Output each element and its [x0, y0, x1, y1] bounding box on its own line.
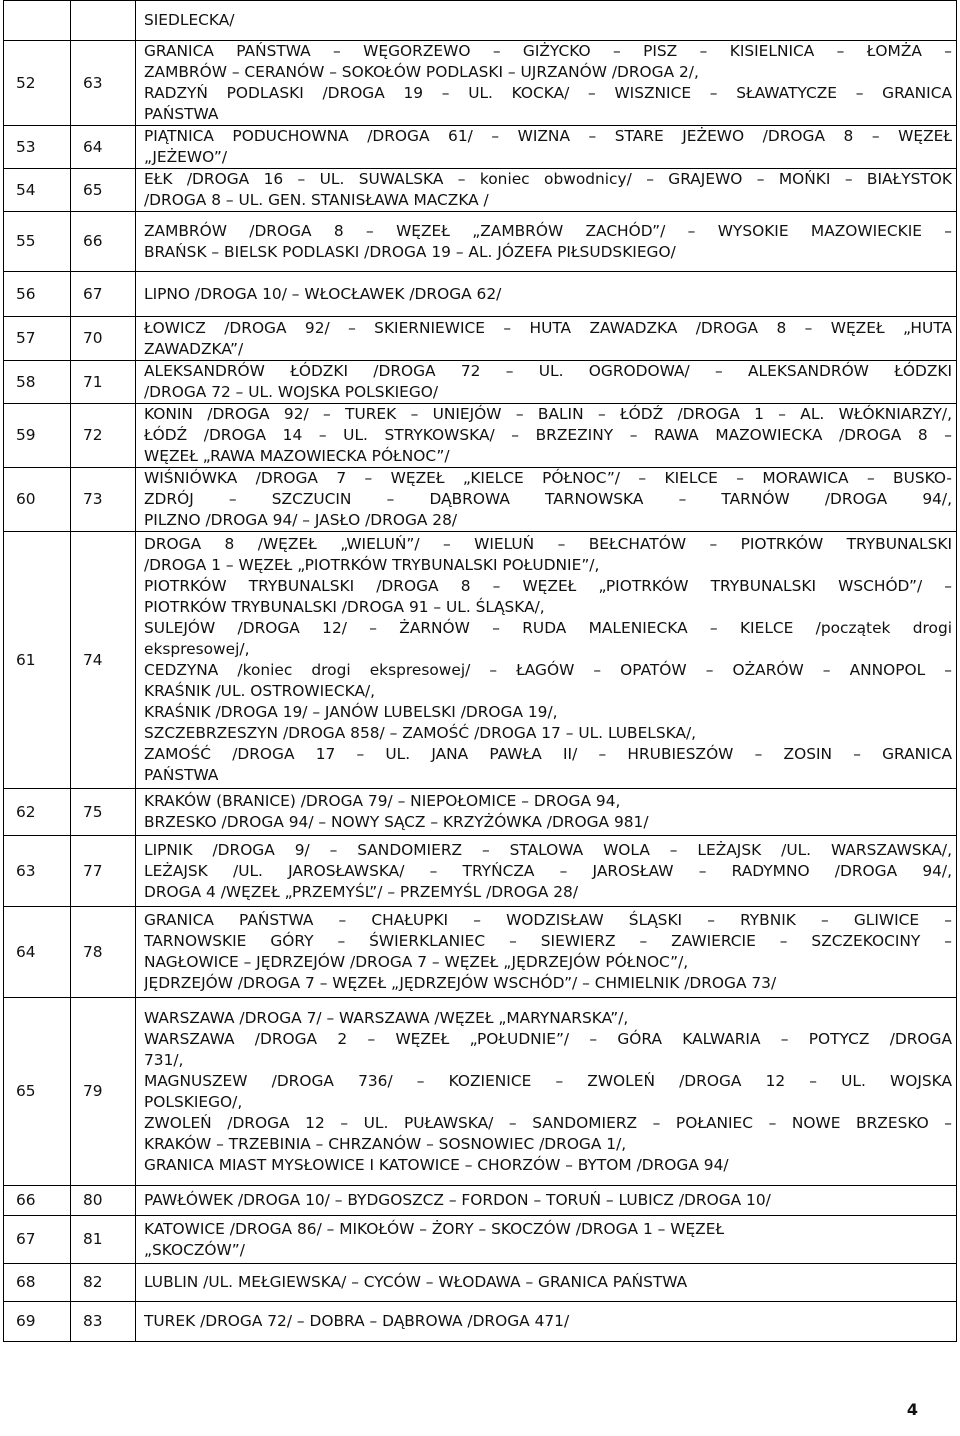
route-number-b	[71, 468, 136, 532]
route-description-line: WĘZEŁ „RAWA MAZOWIECKA PÓŁNOC”/	[144, 447, 450, 465]
route-number-b-text: 73	[83, 490, 103, 508]
route-number-a	[4, 126, 71, 169]
route-number-a	[4, 998, 71, 1186]
route-description	[136, 404, 957, 468]
route-description	[136, 789, 957, 836]
route-description-line: ZDRÓJ – SZCZUCIN – DĄBROWA TARNOWSKA – TARNÓW /DROGA 94/,	[144, 490, 952, 508]
route-description-line: PIĄTNICA PODUCHOWNA /DROGA 61/ – WIZNA – STARE JEŻEWO /DROGA 8 – WĘZEŁ	[144, 127, 952, 145]
table-row	[4, 404, 957, 468]
route-description-line: KRAKÓW (BRANICE) /DROGA 79/ – NIEPOŁOMICE – DROGA 94,	[144, 792, 621, 810]
route-description	[136, 212, 957, 272]
route-number-a	[4, 317, 71, 361]
route-description	[136, 1186, 957, 1216]
route-description-line: POLSKIEGO/,	[144, 1092, 243, 1111]
route-description-line: GRANICA PAŃSTWA – WĘGORZEWO – GIŻYCKO – PISZ – KISIELNICA – ŁOMŻA –	[144, 42, 952, 60]
table-row	[4, 41, 957, 126]
route-number-b	[71, 1186, 136, 1216]
route-description	[136, 1264, 957, 1302]
route-description-line: BRZESKO /DROGA 94/ – NOWY SĄCZ – KRZYŻÓWKA /DROGA 981/	[144, 813, 649, 831]
route-number-a	[4, 41, 71, 126]
route-number-a	[4, 836, 71, 907]
route-description	[136, 998, 957, 1186]
route-number-b	[71, 998, 136, 1186]
route-description-line: RADZYŃ PODLASKI /DROGA 19 – UL. KOCKA/ – WISZNICE – SŁAWATYCZE – GRANICA	[144, 84, 952, 102]
route-description-line: ZAMBRÓW – CERANÓW – SOKOŁÓW PODLASKI – UJRZANÓW /DROGA 2/,	[144, 63, 699, 81]
route-description-line: ŁÓDŹ /DROGA 14 – UL. STRYKOWSKA/ – BRZEZINY – RAWA MAZOWIECKA /DROGA 8 –	[144, 426, 952, 444]
route-description-line: SIEDLECKA/	[144, 11, 235, 29]
route-number-b-text: 70	[83, 329, 103, 347]
route-number-a-text: 62	[16, 802, 36, 821]
route-number-b	[71, 789, 136, 836]
routes-table	[3, 0, 957, 1342]
route-number-a-text: 64	[16, 942, 36, 961]
route-description	[136, 361, 957, 404]
route-description-line: SULEJÓW /DROGA 12/ – ŻARNÓW – RUDA MALENIECKA – KIELCE /początek drogi	[144, 619, 952, 637]
table-row	[4, 169, 957, 212]
route-description-line: KONIN /DROGA 92/ – TUREK – UNIEJÓW – BALIN – ŁÓDŹ /DROGA 1 – AL. WŁÓKNIARZY/,	[144, 405, 952, 423]
route-description-line: „SKOCZÓW”/	[144, 1240, 245, 1259]
route-number-b-text: 83	[83, 1312, 103, 1330]
route-description	[136, 532, 957, 789]
table-row	[4, 1, 957, 41]
table-row	[4, 126, 957, 169]
route-description-line: /DROGA 8 – UL. GEN. STANISŁAWA MACZKA /	[144, 191, 489, 209]
route-number-a-text: 52	[16, 73, 36, 92]
route-description-line: /DROGA 1 – WĘZEŁ „PIOTRKÓW TRYBUNALSKI POŁUDNIE”/,	[144, 556, 600, 574]
route-number-b-text: 67	[83, 284, 103, 303]
route-number-a	[4, 169, 71, 212]
route-number-b-text: 74	[83, 650, 103, 669]
route-description	[136, 317, 957, 361]
route-description	[136, 836, 957, 907]
route-description-line: ALEKSANDRÓW ŁÓDZKI /DROGA 72 – UL. OGRODOWA/ – ALEKSANDRÓW ŁÓDZKI	[144, 362, 952, 380]
route-number-a-text: 55	[16, 232, 36, 250]
route-description-line: ZWOLEŃ /DROGA 12 – UL. PUŁAWSKA/ – SANDOMIERZ – POŁANIEC – NOWE BRZESKO –	[144, 1113, 952, 1132]
route-number-b	[71, 169, 136, 212]
route-description	[136, 1302, 957, 1342]
route-description-line: PAŃSTWA	[144, 766, 219, 784]
page-number: 4	[906, 1400, 918, 1419]
route-description	[136, 1216, 957, 1264]
route-description-line: PIOTRKÓW TRYBUNALSKI /DROGA 8 – WĘZEŁ „PIOTRKÓW TRYBUNALSKI WSCHÓD”/ –	[144, 577, 952, 595]
route-description-line: NAGŁOWICE – JĘDRZEJÓW /DROGA 7 – WĘZEŁ „JĘDRZEJÓW PÓŁNOC”/,	[144, 953, 689, 971]
route-number-a-text: 66	[16, 1191, 36, 1209]
route-description-line: WARSZAWA /DROGA 2 – WĘZEŁ „POŁUDNIE”/ – GÓRA KALWARIA – POTYCZ /DROGA	[144, 1029, 952, 1048]
route-description-line: WIŚNIÓWKA /DROGA 7 – WĘZEŁ „KIELCE PÓŁNOC”/ – KIELCE – MORAWICA – BUSKO-	[144, 469, 952, 487]
route-number-b-text: 65	[83, 180, 103, 199]
route-number-b-text: 82	[83, 1273, 103, 1291]
route-description-line: GRANICA PAŃSTWA – CHAŁUPKI – WODZISŁAW ŚLĄSKI – RYBNIK – GLIWICE –	[144, 911, 952, 929]
route-description-line: KATOWICE /DROGA 86/ – MIKOŁÓW – ŻORY – SKOCZÓW /DROGA 1 – WĘZEŁ	[144, 1219, 725, 1238]
route-number-b-text: 81	[83, 1230, 103, 1248]
table-row	[4, 998, 957, 1186]
route-number-a-text: 59	[16, 426, 36, 444]
route-number-b-text: 72	[83, 426, 103, 444]
route-description-line: 731/,	[144, 1050, 184, 1069]
route-number-b	[71, 317, 136, 361]
route-number-b	[71, 907, 136, 998]
route-number-a	[4, 1216, 71, 1264]
table-row	[4, 361, 957, 404]
route-description-line: SZCZEBRZESZYN /DROGA 858/ – ZAMOŚĆ /DROGA 17 – UL. LUBELSKA/,	[144, 724, 697, 742]
route-description-line: KRAKÓW – TRZEBINIA – CHRZANÓW – SOSNOWIEC /DROGA 1/,	[144, 1134, 627, 1153]
route-number-a-text: 61	[16, 650, 36, 669]
route-number-a	[4, 361, 71, 404]
route-number-b	[71, 1302, 136, 1342]
table-row	[4, 272, 957, 317]
route-description-line: EŁK /DROGA 16 – UL. SUWALSKA – koniec obwodnicy/ – GRAJEWO – MOŃKI – BIAŁYSTOK	[144, 170, 952, 188]
route-number-b-text: 77	[83, 861, 103, 880]
route-number-b-text: 66	[83, 232, 103, 250]
route-description-line: JĘDRZEJÓW /DROGA 7 – WĘZEŁ „JĘDRZEJÓW WSCHÓD”/ – CHMIELNIK /DROGA 73/	[144, 974, 777, 992]
route-description-line: LIPNO /DROGA 10/ – WŁOCŁAWEK /DROGA 62/	[144, 284, 502, 303]
route-description-line: KRAŚNIK /DROGA 19/ – JANÓW LUBELSKI /DROGA 19/,	[144, 703, 558, 721]
table-row	[4, 468, 957, 532]
route-description	[136, 272, 957, 317]
route-description-line: LUBLIN /UL. MEŁGIEWSKA/ – CYCÓW – WŁODAWA – GRANICA PAŃSTWA	[144, 1273, 688, 1291]
route-number-a-text: 53	[16, 137, 36, 156]
route-number-a	[4, 532, 71, 789]
table-row	[4, 836, 957, 907]
route-number-a	[4, 212, 71, 272]
route-number-a	[4, 1302, 71, 1342]
route-number-a-text: 60	[16, 490, 36, 508]
route-description-line: /DROGA 72 – UL. WOJSKA POLSKIEGO/	[144, 383, 439, 401]
route-description-line: ŁOWICZ /DROGA 92/ – SKIERNIEWICE – HUTA ZAWADZKA /DROGA 8 – WĘZEŁ „HUTA	[144, 318, 952, 337]
route-description-line: LIPNIK /DROGA 9/ – SANDOMIERZ – STALOWA WOLA – LEŻAJSK /UL. WARSZAWSKA/,	[144, 840, 952, 859]
route-number-b	[71, 836, 136, 907]
route-number-b	[71, 1, 136, 41]
route-number-a-text: 68	[16, 1273, 36, 1291]
route-description-line: „JEŻEWO”/	[144, 148, 228, 166]
route-number-a	[4, 1264, 71, 1302]
table-row	[4, 789, 957, 836]
route-description	[136, 1, 957, 41]
table-row	[4, 1216, 957, 1264]
route-description	[136, 907, 957, 998]
route-number-a-text: 63	[16, 861, 36, 880]
route-description-line: LEŻAJSK /UL. JAROSŁAWSKA/ – TRYŃCZA – JAROSŁAW – RADYMNO /DROGA 94/,	[144, 861, 952, 880]
table-row	[4, 907, 957, 998]
route-number-a	[4, 789, 71, 836]
route-number-a-text: 69	[16, 1312, 36, 1330]
route-description-line: TARNOWSKIE GÓRY – ŚWIERKLANIEC – SIEWIERZ – ZAWIERCIE – SZCZEKOCINY –	[144, 932, 952, 950]
route-number-b-text: 79	[83, 1082, 103, 1100]
route-description	[136, 41, 957, 126]
route-number-b-text: 63	[83, 73, 103, 92]
route-number-b	[71, 1216, 136, 1264]
route-number-b	[71, 272, 136, 317]
route-number-b	[71, 1264, 136, 1302]
route-number-b-text: 64	[83, 137, 103, 156]
route-description-line: CEDZYNA /koniec drogi ekspresowej/ – ŁAGÓW – OPATÓW – OŻARÓW – ANNOPOL –	[144, 661, 952, 679]
route-description-line: WARSZAWA /DROGA 7/ – WARSZAWA /WĘZEŁ „MARYNARSKA”/,	[144, 1008, 629, 1027]
table-row	[4, 212, 957, 272]
routes-table-body	[4, 1, 957, 1342]
route-number-a	[4, 1, 71, 41]
route-number-a-text: 54	[16, 180, 36, 199]
route-description-line: TUREK /DROGA 72/ – DOBRA – DĄBROWA /DROGA 471/	[144, 1312, 570, 1330]
route-number-a	[4, 404, 71, 468]
route-description-line: PAWŁÓWEK /DROGA 10/ – BYDGOSZCZ – FORDON – TORUŃ – LUBICZ /DROGA 10/	[144, 1191, 771, 1209]
route-description-line: MAGNUSZEW /DROGA 736/ – KOZIENICE – ZWOLEŃ /DROGA 12 – UL. WOJSKA	[144, 1071, 952, 1090]
table-row	[4, 1302, 957, 1342]
route-number-a-text: 57	[16, 329, 36, 347]
route-number-a-text: 56	[16, 284, 36, 303]
route-number-b-text: 80	[83, 1191, 103, 1209]
table-row	[4, 1264, 957, 1302]
route-description-line: PAŃSTWA	[144, 105, 219, 123]
route-number-a	[4, 468, 71, 532]
route-number-b-text: 78	[83, 942, 103, 961]
route-description-line: ZAWADZKA”/	[144, 339, 244, 358]
route-number-b-text: 71	[83, 372, 103, 391]
route-number-b	[71, 532, 136, 789]
route-number-a-text: 58	[16, 372, 36, 391]
route-description	[136, 169, 957, 212]
route-number-b	[71, 126, 136, 169]
route-description-line: ZAMBRÓW /DROGA 8 – WĘZEŁ „ZAMBRÓW ZACHÓD”/ – WYSOKIE MAZOWIECKIE –	[144, 221, 952, 240]
route-number-b	[71, 404, 136, 468]
route-description-line: PIOTRKÓW TRYBUNALSKI /DROGA 91 – UL. ŚLĄSKA/,	[144, 598, 545, 616]
route-number-b	[71, 41, 136, 126]
route-description-line: DROGA 8 /WĘZEŁ „WIELUŃ”/ – WIELUŃ – BEŁCHATÓW – PIOTRKÓW TRYBUNALSKI	[144, 535, 952, 553]
route-number-b	[71, 361, 136, 404]
route-description-line: ekspresowej/,	[144, 640, 250, 658]
table-row	[4, 532, 957, 789]
route-description-line: ZAMOŚĆ /DROGA 17 – UL. JANA PAWŁA II/ – HRUBIESZÓW – ZOSIN – GRANICA	[144, 745, 952, 763]
route-description-line: GRANICA MIAST MYSŁOWICE I KATOWICE – CHORZÓW – BYTOM /DROGA 94/	[144, 1155, 729, 1174]
route-number-b	[71, 212, 136, 272]
route-description	[136, 468, 957, 532]
route-description-line: PILZNO /DROGA 94/ – JASŁO /DROGA 28/	[144, 511, 458, 529]
route-description-line: BRAŃSK – BIELSK PODLASKI /DROGA 19 – AL. JÓZEFA PIŁSUDSKIEGO/	[144, 242, 676, 261]
route-number-a-text: 67	[16, 1230, 36, 1248]
route-number-a-text: 65	[16, 1082, 36, 1100]
table-row	[4, 1186, 957, 1216]
route-number-b-text: 75	[83, 802, 103, 821]
route-description	[136, 126, 957, 169]
route-number-a	[4, 272, 71, 317]
route-number-a	[4, 907, 71, 998]
route-description-line: KRAŚNIK /UL. OSTROWIECKA/,	[144, 682, 376, 700]
route-description-line: DROGA 4 /WĘZEŁ „PRZEMYŚL”/ – PRZEMYŚL /DROGA 28/	[144, 882, 579, 901]
route-number-a	[4, 1186, 71, 1216]
table-row	[4, 317, 957, 361]
